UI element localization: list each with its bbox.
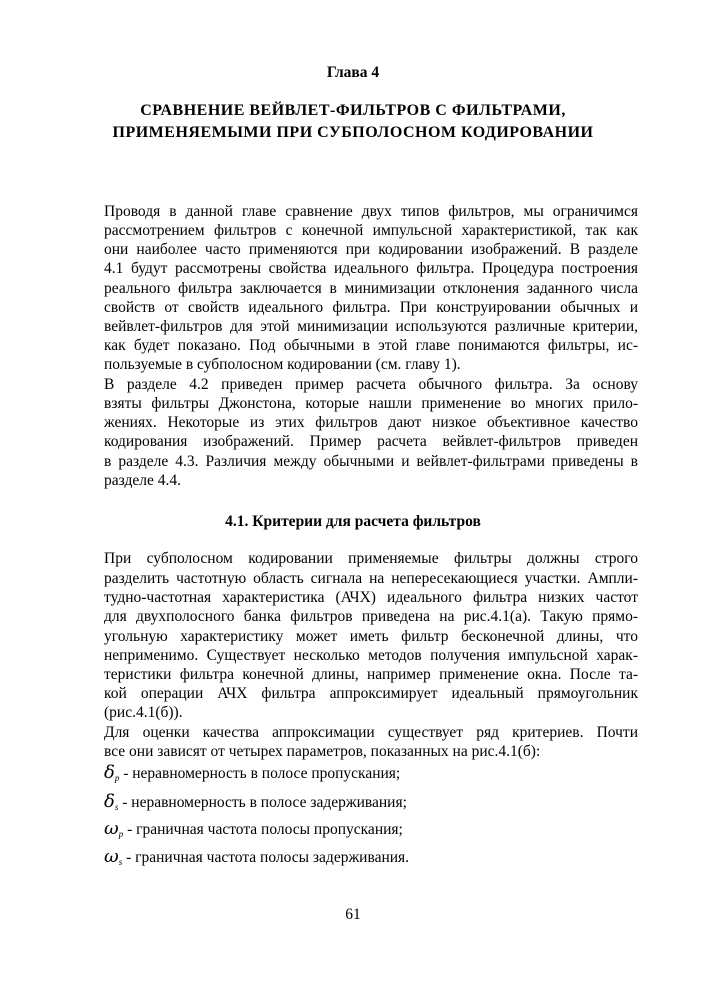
param-description: - неравномерность в полосе пропускания; [119,765,401,782]
param-description: - граничная частота полосы задерживания. [122,849,410,866]
chapter-title [0,100,706,144]
subscript: s [118,857,123,867]
subscript: s [114,802,119,812]
text-line: Для оценки качества аппроксимации существует ряд критериев. Почти [104,724,638,741]
omega-symbol: ω [104,846,119,867]
text-line: свойств от свойств идеального фильтра. При конструировании обычных и [104,298,638,316]
paragraph-quality [104,723,638,742]
paragraph-criteria [104,549,638,568]
text-line: пользуемые в субполосном кодировании (см. главу 1). [104,356,461,374]
text-line: разделе 4.4. [104,471,181,489]
text-line: 4.1 будут рассмотрены свойства идеального фильтра. Процедура построения [104,260,638,278]
text-line: тудно-частотная характеристика (АЧХ) идеального фильтра низких частот [104,589,638,607]
list-item [104,818,403,839]
delta-symbol: δ [104,762,115,783]
text-line: реального фильтра заключается в минимизации отклонения заданного числа [104,279,638,297]
text-line: теристики фильтра конечной длины, например применение окна. После та- [104,666,638,684]
text-line: Проводя в данной главе сравнение двух типов фильтров, мы ограничимся [104,203,638,220]
list-item [104,762,400,783]
text-line: для двухполосного банка фильтров приведена на рис.4.1(а). Такую прямо- [104,608,638,626]
page-number: 61 [345,906,361,923]
text-line: неприменимо. Существует несколько методов получения импульсной харак- [104,646,638,664]
text-line: кой операции АЧХ фильтра аппроксимирует идеальный прямоугольник [104,685,638,703]
section-heading: 4.1. Критерии для расчета фильтров [225,513,481,530]
paragraph-intro-cont [104,221,638,375]
chapter-title-line: СРАВНЕНИЕ ВЕЙВЛЕТ-ФИЛЬТРОВ С ФИЛЬТРАМИ, [140,102,566,119]
paragraph-sections-cont [104,394,638,490]
text-line: взяты фильтры Джонстона, которые нашли применение во многих прило- [104,395,638,412]
param-description: - граничная частота полосы пропускания; [123,821,403,838]
list-item [104,846,409,867]
text-line: угольную характеристику может иметь фильтр бесконечной длины, что [104,627,638,645]
text-line: жениях. Некоторые из этих фильтров дают низкое объективное качество [104,414,638,432]
text-line: рассмотрением фильтров с конечной импульсной характеристикой, так как [104,222,638,239]
param-description: - неравномерность в полосе задерживания; [118,794,407,811]
text-line: В разделе 4.2 приведен пример расчета обычного фильтра. За основу [104,376,638,393]
paragraph-intro [104,202,638,221]
text-line: как будет показано. Под обычными в этой главе понимаются фильтры, ис- [104,337,638,355]
subscript: p [118,829,124,839]
text-line: в разделе 4.3. Различия между обычными и вейвлет-фильтрами приведены в [104,452,638,470]
text-line: вейвлет-фильтров для этой минимизации используются различные критерии, [104,318,638,336]
delta-symbol: δ [104,791,115,812]
list-item [104,791,407,812]
chapter-label: Глава 4 [326,64,380,81]
paragraph-quality-cont [104,742,638,761]
text-line: все они зависят от четырех параметров, показанных на рис.4.1(б): [104,743,541,760]
text-line: кодирования изображений. Пример расчета вейвлет-фильтров приведен [104,433,638,451]
paragraph-criteria-cont [104,569,638,723]
paragraph-sections [104,375,638,394]
text-line: (рис.4.1(б)). [104,704,183,722]
text-line: разделить частотную область сигнала на непересекающиеся участки. Ампли- [104,570,638,587]
subscript: p [114,773,120,783]
text-line: При субполосном кодировании применяемые фильтры должны строго [104,550,638,567]
omega-symbol: ω [104,818,119,839]
text-line: они наиболее часто применяются при кодировании изображений. В разделе [104,241,638,259]
chapter-title-line: ПРИМЕНЯЕМЫМИ ПРИ СУБПОЛОСНОМ КОДИРОВАНИИ [112,124,594,141]
